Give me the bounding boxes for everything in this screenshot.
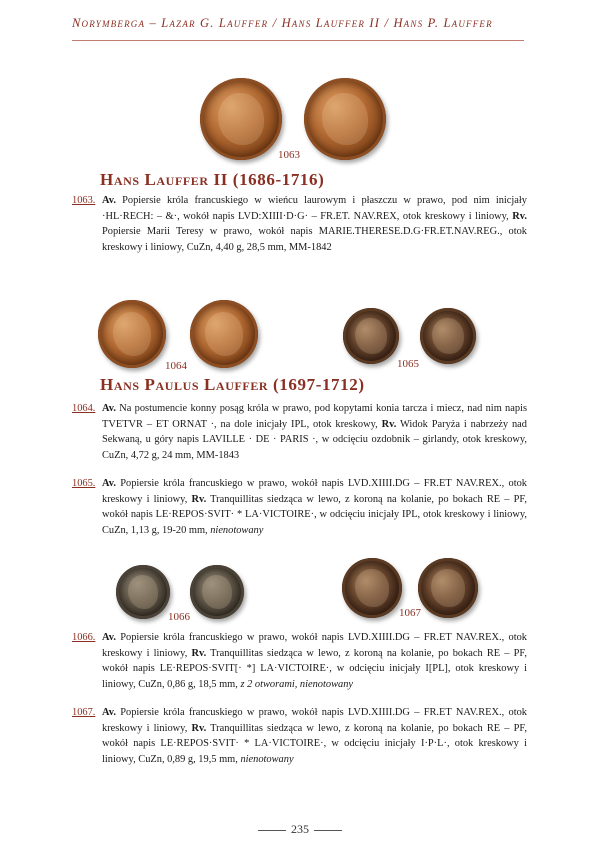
reverse-label: Rv. <box>512 210 527 222</box>
obverse-description: Popiersie króla francuskiego w wieńcu laurowym i płaszczu w prawo, pod nim inicjały ·HL·RECH: – &·, wokół napis LVD:XIIII·D·G· – FR.ET. NAV.REX, otok kreskowy i liniowy, <box>102 195 527 222</box>
coin-1066-obverse-image <box>116 565 170 619</box>
reverse-label: Rv. <box>191 493 207 505</box>
coin-1063-obverse-image <box>200 78 282 160</box>
folio-dash-right <box>314 830 342 831</box>
section-title-hans-paulus-lauffer: Hans Paulus Lauffer (1697-1712) <box>100 375 365 394</box>
entry-note: z 2 otworami, nienotowany <box>240 678 354 690</box>
obverse-description: Popiersie króla francuskiego w prawo, wokół napis LVD.XIIII.DG – FR.ET NAV.REX., otok kreskowy i liniowy, <box>102 707 527 734</box>
obverse-label: Av. <box>102 403 116 414</box>
catalog-entry-1065 <box>72 476 527 538</box>
entry-note: nienotowany <box>210 524 264 536</box>
figure-number-1067: 1067 <box>399 607 421 619</box>
reverse-description: Tranquillitas siedząca w lewo, z koroną na kolanie, po bokach RE – PF, wokół napis LE·REPOS·SVIT· * LA·VICTOIRE·, w odcięciu inicjały IPL, otok kreskowy i liniowy, CuZn, 1,13 g, 19-20 mm, <box>102 493 527 536</box>
reverse-description: Tranquillitas siedząca w lewo, z koroną na kolanie, po bokach RE – PF, wokół napis LE·REPOS·SVIT· * LA·VICTOIRE·, w odcięciu inicjały I·P·L·, otok kreskowy i liniowy, CuZn, 0,89 g, 19,5 mm, <box>102 722 527 765</box>
obverse-description: Popiersie króla francuskiego w prawo, wokół napis LVD.XIIII.DG – FR.ET NAV.REX., otok kreskowy i liniowy, <box>102 478 527 505</box>
obverse-label: Av. <box>102 478 116 489</box>
coin-1067-reverse-image <box>418 558 478 618</box>
running-head: Norymberga – Lazar G. Lauffer / Hans Lauffer II / Hans P. Lauffer <box>72 16 493 30</box>
coin-1063-reverse-image <box>304 78 386 160</box>
page-number-text: 235 <box>291 822 309 836</box>
catalog-entry-1064 <box>72 401 527 463</box>
catalog-entry-1066 <box>72 630 527 692</box>
coin-1066-reverse-image <box>190 565 244 619</box>
entry-number: 1065. <box>72 478 96 489</box>
obverse-label: Av. <box>102 707 116 718</box>
coin-1065-reverse-image <box>420 308 476 364</box>
catalog-entry-1063 <box>72 193 527 255</box>
catalog-entry-1067 <box>72 705 527 767</box>
figure-number-1066: 1066 <box>168 611 190 623</box>
figure-number-1065: 1065 <box>397 358 419 370</box>
reverse-description: Widok Paryża i nabrzeży nad Sekwaną, u góry napis LAVILLE · DE · PARIS ·, w odcięciu ozdobnik – girlandy, otok kreskowy, CuZn, 4,72 g, 24 mm, MM-1843 <box>102 418 527 461</box>
entry-number: 1064. <box>72 403 96 414</box>
entry-note: nienotowany <box>240 753 294 765</box>
reverse-description: Tranquillitas siedząca w lewo, z koroną na kolanie, po bokach RE – PF, wokół napis LE·REPOS·SVIT[· *] LA·VICTOIRE·, w odcięciu inicjały I[PL], otok kreskowy i liniowy, CuZn, 0,86 g, 18,5 mm, <box>102 647 527 690</box>
coin-1064-obverse-image <box>98 300 166 368</box>
reverse-label: Rv. <box>191 647 207 659</box>
entry-number: 1063. <box>72 195 96 206</box>
coin-1067-obverse-image <box>342 558 402 618</box>
reverse-label: Rv. <box>191 722 207 734</box>
entry-number: 1067. <box>72 707 96 718</box>
obverse-description: Na postumencie konny posąg króla w prawo, pod kopytami konia tarcza i miecz, nad nim napis TVETVR – ET ORNAT ·, na dole inicjały IPL, otok kreskowy, <box>102 403 527 430</box>
reverse-label: Rv. <box>381 418 397 430</box>
header-rule <box>72 40 524 41</box>
page-number <box>0 822 600 837</box>
reverse-description: Popiersie Marii Teresy w prawo, wokół napis MARIE.THERESE.D.G·FR.ET.NAV.REG., otok kreskowy i liniowy, CuZn, 4,40 g, 28,5 mm, MM-1842 <box>102 226 527 253</box>
entry-number: 1066. <box>72 632 96 643</box>
obverse-description: Popiersie króla francuskiego w prawo, wokół napis LVD.XIIII.DG – FR.ET NAV.REX., otok kreskowy i liniowy, <box>102 632 527 659</box>
obverse-label: Av. <box>102 632 116 643</box>
coin-1065-obverse-image <box>343 308 399 364</box>
figure-number-1064: 1064 <box>165 360 187 372</box>
folio-dash-left <box>258 830 286 831</box>
section-title-hans-lauffer-ii: Hans Lauffer II (1686-1716) <box>100 170 325 189</box>
coin-1064-reverse-image <box>190 300 258 368</box>
obverse-label: Av. <box>102 195 116 206</box>
figure-number-1063: 1063 <box>278 149 300 161</box>
